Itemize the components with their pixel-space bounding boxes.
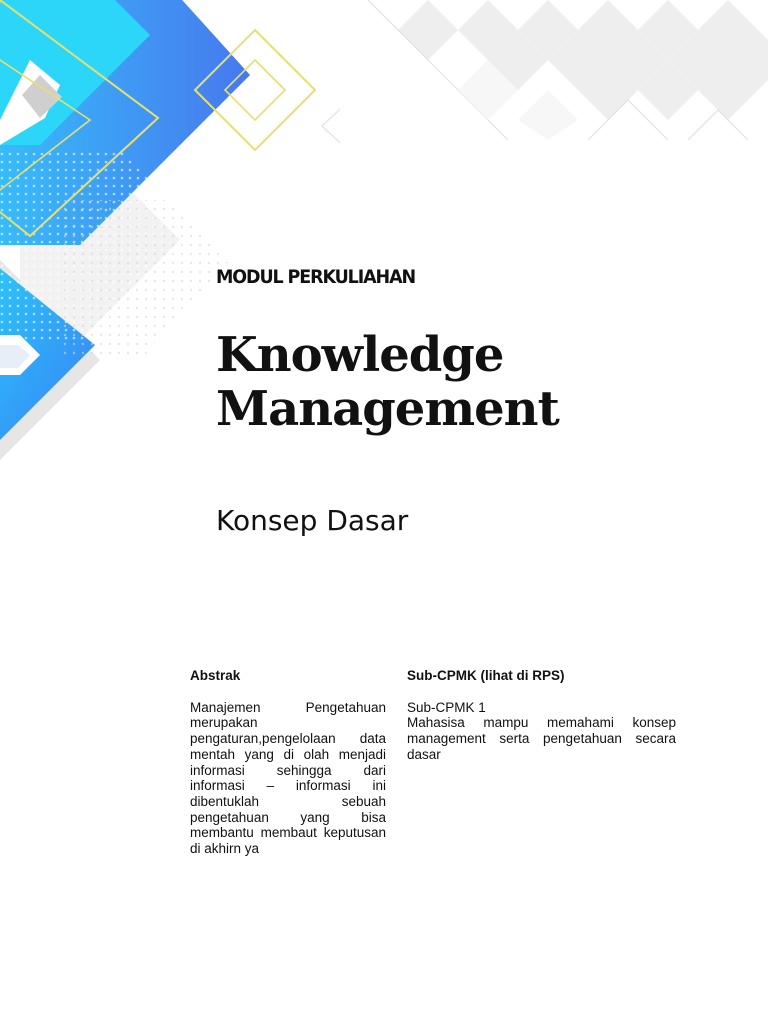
sub-cpmk-label: Sub-CPMK 1 — [407, 699, 486, 715]
abstract-section — [190, 668, 386, 857]
sub-cpmk-heading: Sub-CPMK (lihat di RPS) — [407, 668, 565, 683]
title-line-1: Knowledge — [216, 327, 504, 383]
decorative-gray-pattern — [368, 0, 768, 140]
page-subtitle: Konsep Dasar — [216, 504, 409, 537]
abstract-heading: Abstrak — [190, 668, 241, 683]
title-line-2: Management — [216, 381, 559, 437]
sub-cpmk-section — [407, 668, 676, 763]
module-label: MODUL PERKULIAHAN — [216, 266, 416, 288]
page-title — [216, 328, 559, 436]
abstract-text: Manajemen Pengetahuan merupakan pengaturan,pengelolaan data mentah yang di olah menjadi informasi sehingga dari informasi – informasi ini dibentuklah sebuah pengetahuan yang bisa membantu membaut keputusan di akhirn ya — [190, 699, 386, 857]
sub-cpmk-text: Mahasisa mampu memahami konsep management serta pengetahuan secara dasar — [407, 715, 676, 762]
